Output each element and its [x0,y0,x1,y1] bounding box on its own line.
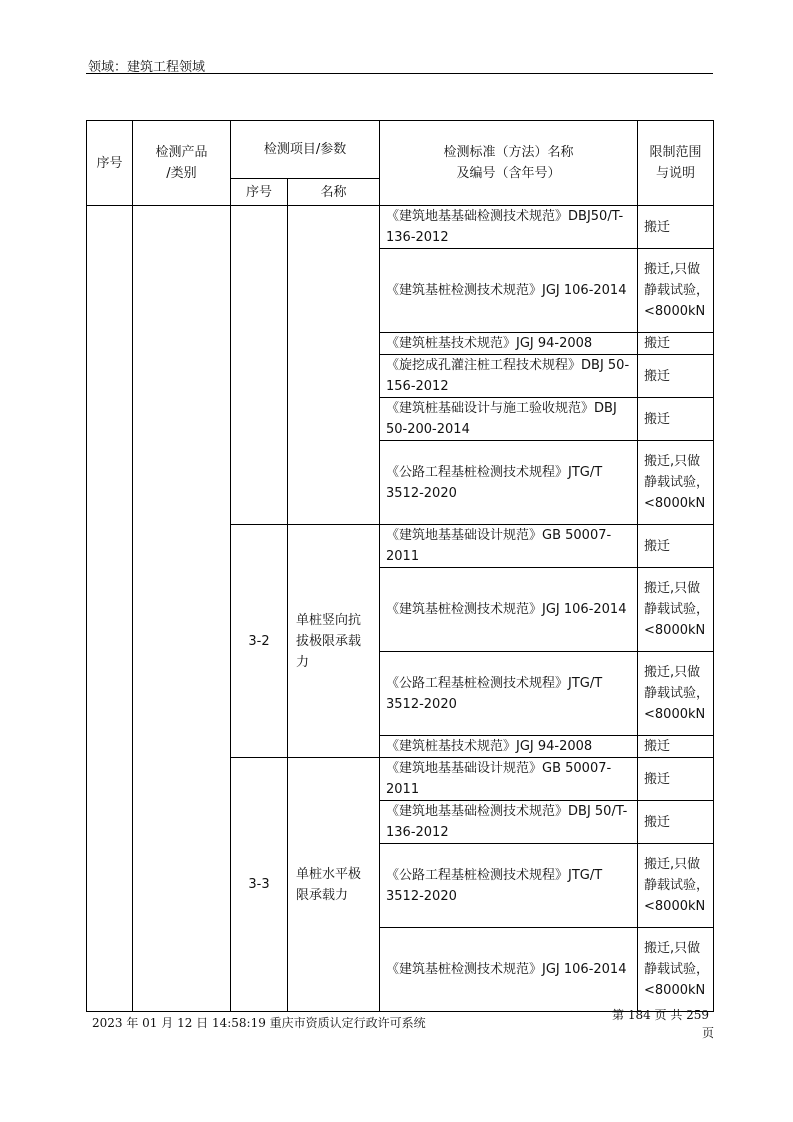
header-rule [86,73,713,74]
header-limit: 限制范围 与说明 [638,121,714,206]
standard-cell: 《建筑地基基础检测技术规范》DBJ50/T-136-2012 [380,206,638,249]
item-seq-cell: 3-3 [231,758,288,1012]
standard-cell: 《建筑地基基础设计规范》GB 50007-2011 [380,758,638,801]
standard-cell: 《建筑基桩检测技术规范》JGJ 106-2014 [380,568,638,652]
page-count-line2: 页 [701,1026,714,1040]
standard-cell: 《建筑桩基础设计与施工验收规范》DBJ 50-200-2014 [380,398,638,441]
item-name-cell: 单桩水平极限承载力 [288,758,380,1012]
inspection-standards-table [86,120,714,1012]
standard-cell: 《公路工程基桩检测技术规程》JTG/T 3512-2020 [380,652,638,736]
table-row [87,206,714,249]
standard-cell: 《建筑基桩检测技术规范》JGJ 106-2014 [380,249,638,333]
page-header-domain: 领域：建筑工程领域 [88,60,206,75]
page-count-line1: 第 184 页 共 259 [612,1008,710,1022]
standard-cell: 《建筑地基基础设计规范》GB 50007-2011 [380,525,638,568]
footer-page-number [612,1006,714,1042]
limit-cell: 搬迁,只做静载试验，<8000kN [638,568,714,652]
header-item-parameter: 检测项目/参数 [231,121,380,179]
standard-cell: 《建筑地基基础检测技术规范》DBJ 50/T-136-2012 [380,801,638,844]
standard-cell: 《公路工程基桩检测技术规程》JTG/T 3512-2020 [380,441,638,525]
item-name-cell [288,206,380,525]
header-seq: 序号 [87,121,133,206]
limit-cell: 搬迁 [638,355,714,398]
standard-cell: 《公路工程基桩检测技术规程》JTG/T 3512-2020 [380,844,638,928]
standard-cell: 《建筑基桩检测技术规范》JGJ 106-2014 [380,928,638,1012]
limit-cell: 搬迁 [638,206,714,249]
limit-cell: 搬迁 [638,333,714,355]
limit-cell: 搬迁,只做静载试验，<8000kN [638,441,714,525]
limit-cell: 搬迁 [638,801,714,844]
outer-product-cell [133,206,231,1012]
outer-seq-cell [87,206,133,1012]
item-seq-cell: 3-2 [231,525,288,758]
limit-cell: 搬迁,只做静载试验，<8000kN [638,652,714,736]
limit-cell: 搬迁 [638,525,714,568]
limit-cell: 搬迁,只做静载试验，<8000kN [638,928,714,1012]
header-product-category: 检测产品 /类别 [133,121,231,206]
limit-cell: 搬迁 [638,398,714,441]
header-item-seq: 序号 [231,179,288,206]
footer-timestamp-system: 2023 年 01 月 12 日 14:58:19 重庆市资质认定行政许可系统 [92,1016,426,1030]
standard-cell: 《建筑桩基技术规范》JGJ 94-2008 [380,333,638,355]
item-name-cell: 单桩竖向抗拔极限承载力 [288,525,380,758]
header-standard: 检测标准（方法）名称 及编号（含年号） [380,121,638,206]
standard-cell: 《建筑桩基技术规范》JGJ 94-2008 [380,736,638,758]
standard-cell: 《旋挖成孔灌注桩工程技术规程》DBJ 50-156-2012 [380,355,638,398]
limit-cell: 搬迁 [638,736,714,758]
limit-cell: 搬迁,只做静载试验，<8000kN [638,844,714,928]
limit-cell: 搬迁,只做静载试验，<8000kN [638,249,714,333]
limit-cell: 搬迁 [638,758,714,801]
header-item-name: 名称 [288,179,380,206]
item-seq-cell [231,206,288,525]
